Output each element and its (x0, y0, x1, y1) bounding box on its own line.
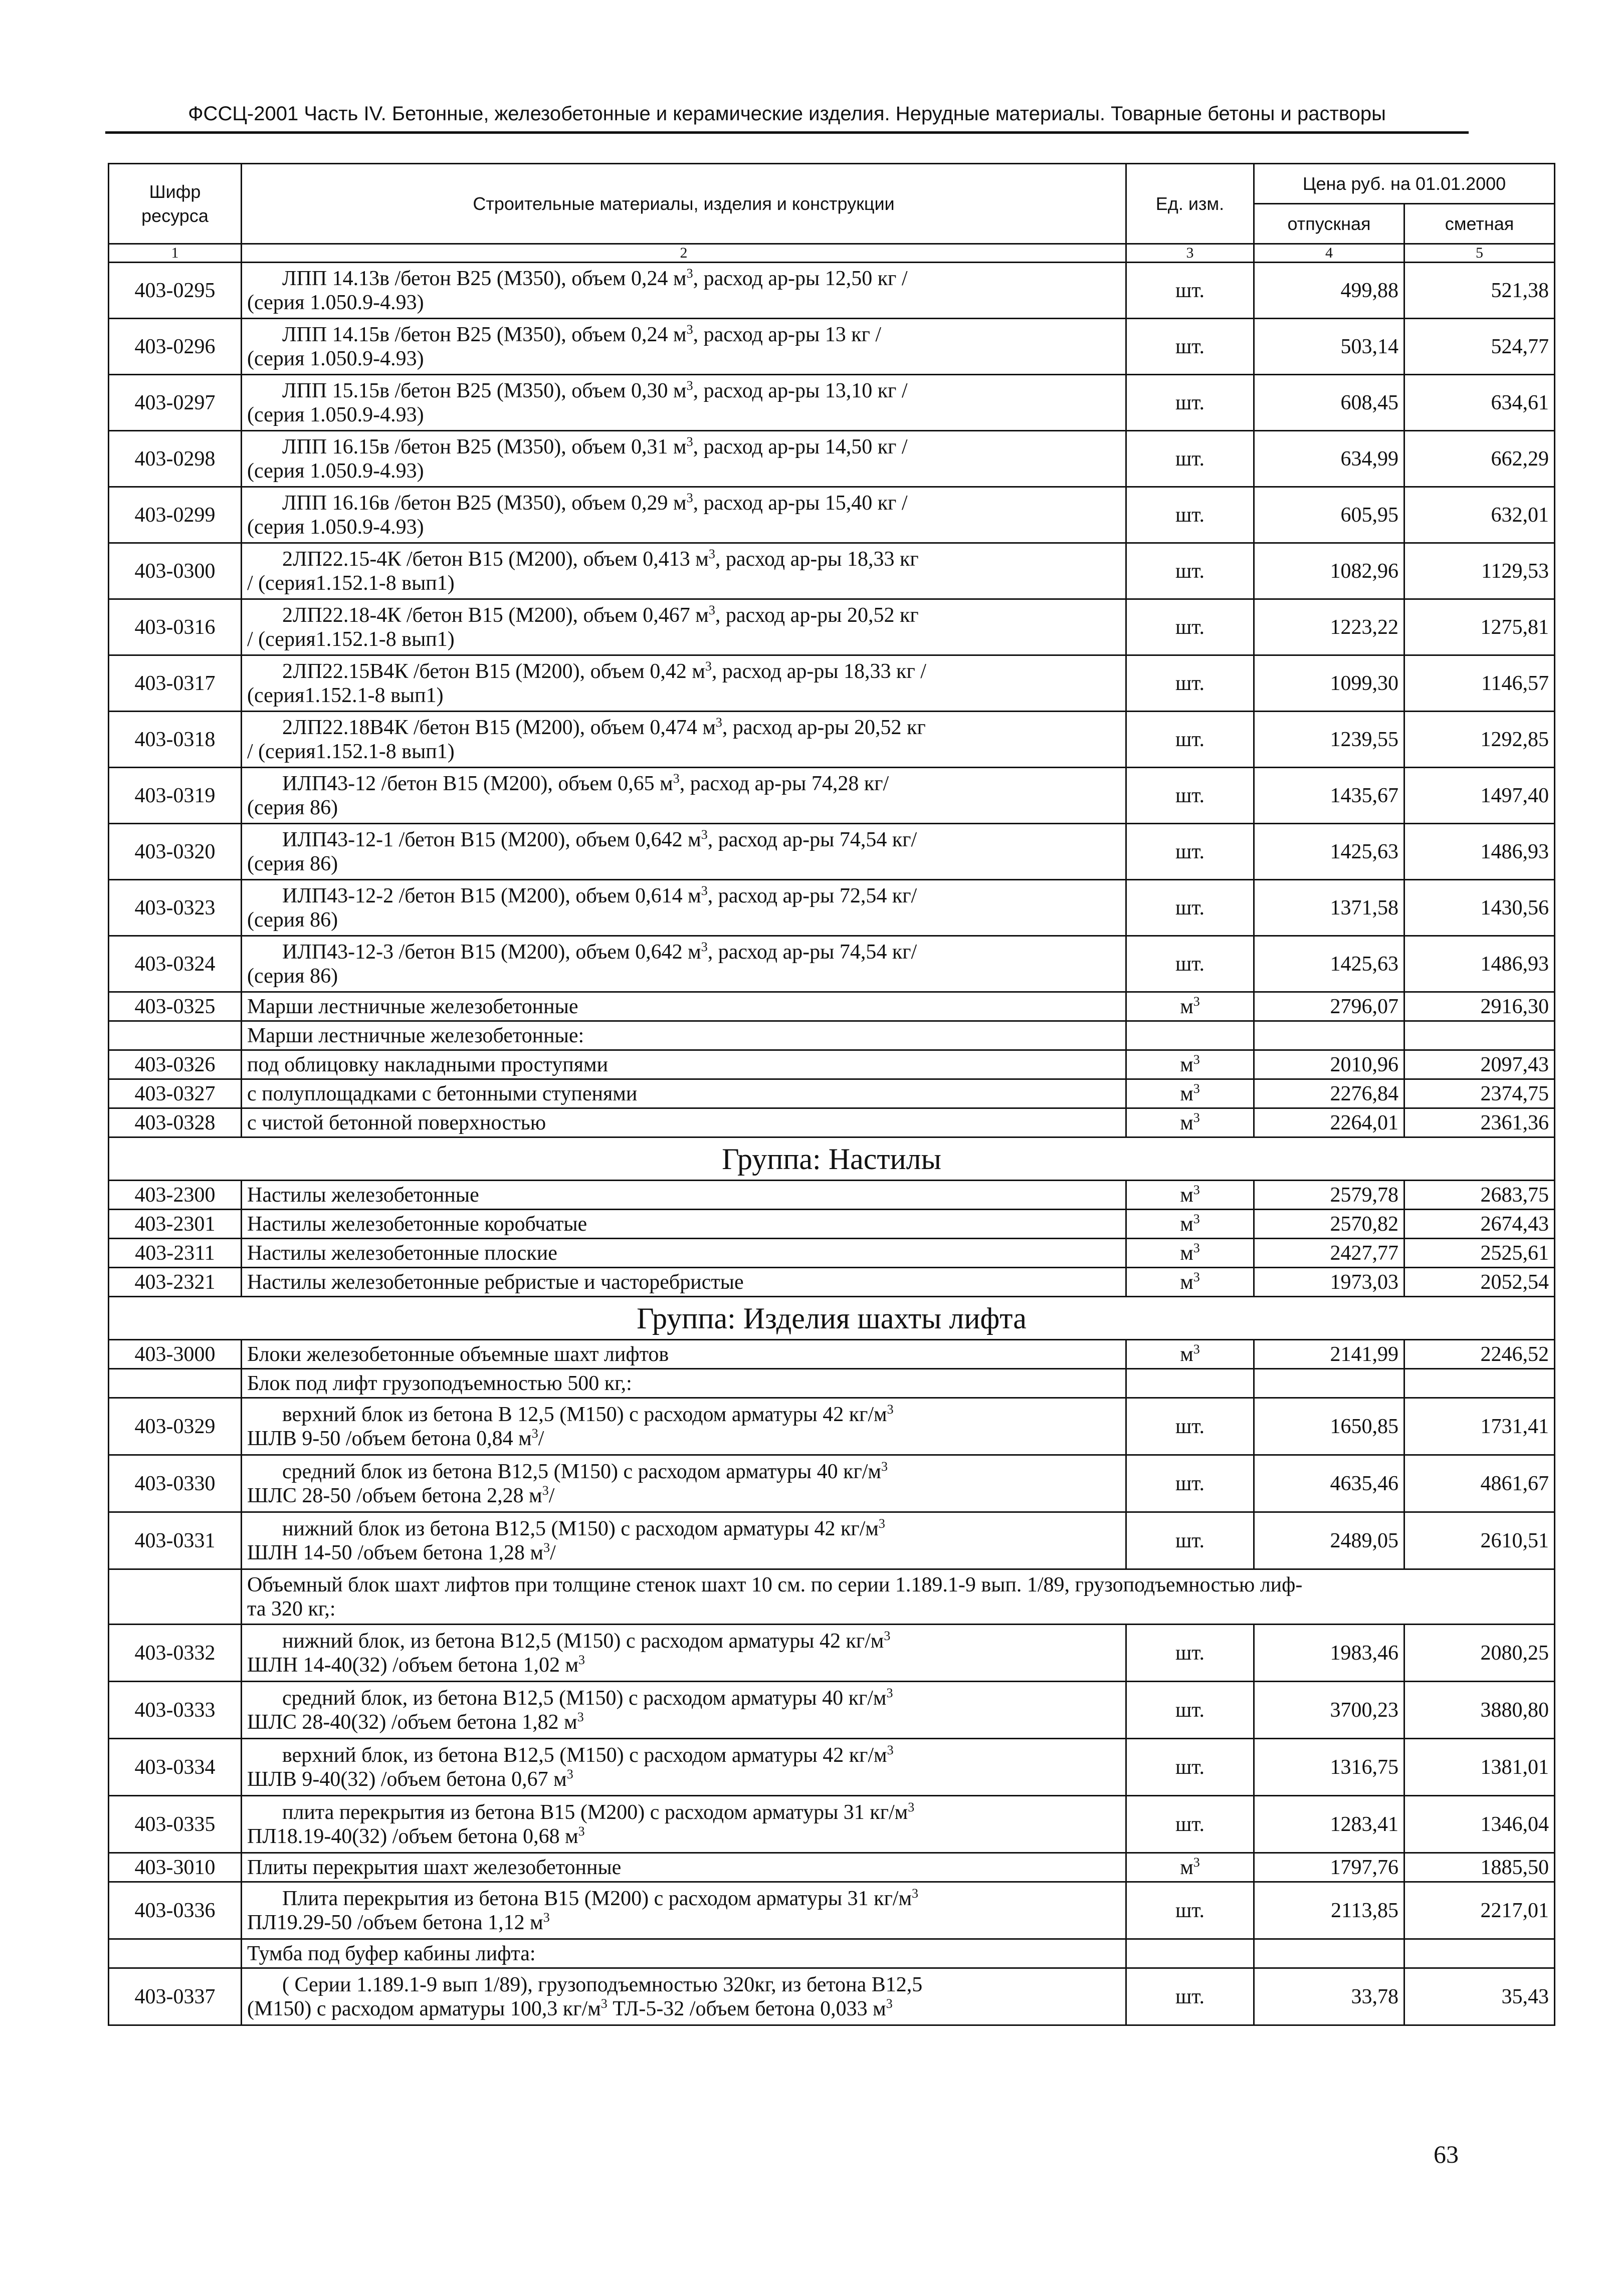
description-line-2: (серия 1.050.9-4.93) (247, 403, 424, 426)
table-row (109, 1398, 1555, 1455)
release-price: 1239,55 (1254, 712, 1404, 768)
description-line-1: верхний блок, из бетона В12,5 (М150) с расходом арматуры 42 $кг/м^3$ (282, 1742, 894, 1767)
column-number: 4 (1254, 244, 1404, 263)
description-line-1: ЛПП 14.15в /бетон В25 (М350), объем 0,24 $м^3$, расход ар-ры 13 кг / (282, 322, 881, 346)
item-description (242, 1968, 1126, 2025)
table-row (109, 1079, 1555, 1108)
table-row (109, 655, 1555, 712)
price-table (108, 163, 1555, 2026)
unit: шт. (1126, 543, 1254, 599)
empty-cell (1126, 1021, 1254, 1050)
resource-code: 403-2321 (109, 1268, 242, 1297)
unit: шт. (1126, 712, 1254, 768)
release-price: 2427,77 (1254, 1239, 1404, 1268)
release-price: 1283,41 (1254, 1796, 1404, 1853)
empty-cell (109, 1569, 242, 1625)
estimate-price: 662,29 (1404, 431, 1555, 487)
unit: шт. (1126, 487, 1254, 543)
table-row (109, 880, 1555, 936)
release-price: 2489,05 (1254, 1512, 1404, 1569)
release-price: 1650,85 (1254, 1398, 1404, 1455)
table-row (109, 1882, 1555, 1939)
resource-code: 403-0317 (109, 655, 242, 712)
table-row (109, 1796, 1555, 1853)
resource-code: 403-3010 (109, 1853, 242, 1882)
empty-cell (1126, 1369, 1254, 1398)
table-row (109, 1512, 1555, 1569)
resource-code: 403-0299 (109, 487, 242, 543)
description-line-1: 2ЛП22.18-4К /бетон В15 (М200), объем 0,467 $м^3$, расход ар-ры 20,52 кг (282, 602, 919, 627)
estimate-price: 632,01 (1404, 487, 1555, 543)
item-description (242, 543, 1126, 599)
item-description (242, 1739, 1126, 1796)
resource-code: 403-0327 (109, 1079, 242, 1108)
table-row (109, 1739, 1555, 1796)
unit: $м^3$ (1126, 1239, 1254, 1268)
resource-code: 403-0295 (109, 263, 242, 319)
description-line-1: ЛПП 16.15в /бетон В25 (М350), объем 0,31 $м^3$, расход ар-ры 14,50 кг / (282, 434, 908, 458)
unit: шт. (1126, 880, 1254, 936)
release-price: 2141,99 (1254, 1340, 1404, 1369)
unit: $м^3$ (1126, 1853, 1254, 1882)
release-price: 2264,01 (1254, 1108, 1404, 1137)
unit: шт. (1126, 1398, 1254, 1455)
release-price: 1973,03 (1254, 1268, 1404, 1297)
release-price: 2579,78 (1254, 1181, 1404, 1210)
item-description (242, 1625, 1126, 1682)
release-price: 634,99 (1254, 431, 1404, 487)
item-description (242, 319, 1126, 375)
item-description (242, 1512, 1126, 1569)
table-row (109, 487, 1555, 543)
item-description: Плиты перекрытия шахт железобетонные (242, 1853, 1126, 1882)
release-price: 1425,63 (1254, 824, 1404, 880)
unit: $м^3$ (1126, 1340, 1254, 1369)
description-line-2: ШЛВ 9-50 /объем бетона 0,84 $м^3/$ (247, 1426, 544, 1450)
column-number: 2 (242, 244, 1126, 263)
subheader-text: Марши лестничные железобетонные: (242, 1021, 1126, 1050)
estimate-price: 521,38 (1404, 263, 1555, 319)
item-description: Настилы железобетонные ребристые и часторебристые (242, 1268, 1126, 1297)
description-line-2: ШЛС 28-50 /объем бетона 2,28 $м^3/$ (247, 1483, 555, 1507)
table-row (109, 375, 1555, 431)
item-description: под облицовку накладными проступями (242, 1050, 1126, 1079)
table-row (109, 1050, 1555, 1079)
unit: $м^3$ (1126, 1268, 1254, 1297)
description-line-2: (серия 86) (247, 908, 338, 932)
description-line-2: (серия 86) (247, 964, 338, 988)
table-row (109, 712, 1555, 768)
release-price: 1371,58 (1254, 880, 1404, 936)
estimate-price: 1292,85 (1404, 712, 1555, 768)
group-row (109, 1137, 1555, 1181)
description-line-1: нижний блок, из бетона В12,5 (М150) с расходом арматуры 42 $кг/м^3$ (282, 1628, 891, 1653)
resource-code: 403-0297 (109, 375, 242, 431)
release-price: 503,14 (1254, 319, 1404, 375)
item-description (242, 936, 1126, 992)
column-number: 3 (1126, 244, 1254, 263)
description-line-1: 2ЛП22.15-4К /бетон В15 (М200), объем 0,413 $м^3$, расход ар-ры 18,33 кг (282, 546, 919, 571)
description-line-1: ИЛП43-12-3 /бетон В15 (М200), объем 0,642 $м^3$, расход ар-ры 74,54 кг/ (282, 939, 917, 964)
table-row (109, 992, 1555, 1021)
group-title: Группа: Изделия шахты лифта (109, 1297, 1555, 1340)
unit: шт. (1126, 824, 1254, 880)
group-row (109, 1297, 1555, 1340)
unit: $м^3$ (1126, 1181, 1254, 1210)
estimate-price: 2674,43 (1404, 1210, 1555, 1239)
table-row (109, 1268, 1555, 1297)
description-line-2: / (серия1.152.1-8 вып1) (247, 627, 455, 651)
description-line-2: ПЛ18.19-40(32) /объем бетона 0,68 $м^3$ (247, 1823, 585, 1848)
column-number: 5 (1404, 244, 1555, 263)
item-description (242, 1682, 1126, 1739)
unit: шт. (1126, 319, 1254, 375)
unit: шт. (1126, 263, 1254, 319)
resource-code: 403-0296 (109, 319, 242, 375)
table-row (109, 319, 1555, 375)
description-line-2: ШЛН 14-40(32) /объем бетона 1,02 $м^3$ (247, 1652, 585, 1677)
item-description (242, 655, 1126, 712)
estimate-price: 2080,25 (1404, 1625, 1555, 1682)
table-row (109, 599, 1555, 655)
description-line-1: ИЛП43-12-1 /бетон В15 (М200), объем 0,642 $м^3$, расход ар-ры 74,54 кг/ (282, 827, 917, 851)
estimate-price: 1486,93 (1404, 936, 1555, 992)
estimate-price: 2097,43 (1404, 1050, 1555, 1079)
item-description: с полуплощадками с бетонными ступенями (242, 1079, 1126, 1108)
unit: шт. (1126, 431, 1254, 487)
resource-code: 403-0334 (109, 1739, 242, 1796)
unit: $м^3$ (1126, 1050, 1254, 1079)
release-price: 608,45 (1254, 375, 1404, 431)
subheader-text: Блок под лифт грузоподъемностью 500 кг,: (242, 1369, 1126, 1398)
empty-cell (1254, 1021, 1404, 1050)
resource-code: 403-0326 (109, 1050, 242, 1079)
resource-code: 403-0318 (109, 712, 242, 768)
release-price: 33,78 (1254, 1968, 1404, 2025)
description-line-2: / (серия1.152.1-8 вып1) (247, 571, 455, 595)
release-price: 2796,07 (1254, 992, 1404, 1021)
page-number: 63 (1434, 2140, 1459, 2168)
resource-code: 403-0316 (109, 599, 242, 655)
estimate-price: 1146,57 (1404, 655, 1555, 712)
description-line-2: (серия 1.050.9-4.93) (247, 291, 424, 314)
subheader-line: та 320 кг,: (247, 1597, 336, 1621)
description-line-2: ШЛС 28-40(32) /объем бетона 1,82 $м^3$ (247, 1709, 584, 1734)
item-description: Настилы железобетонные (242, 1181, 1126, 1210)
resource-code: 403-0319 (109, 768, 242, 824)
item-description (242, 599, 1126, 655)
release-price: 1316,75 (1254, 1739, 1404, 1796)
estimate-price: 1430,56 (1404, 880, 1555, 936)
release-price: 1223,22 (1254, 599, 1404, 655)
col-header-price: Цена руб. на 01.01.2000 (1254, 164, 1555, 204)
resource-code: 403-0330 (109, 1455, 242, 1512)
description-line-2: (серия 1.050.9-4.93) (247, 347, 424, 370)
item-description (242, 375, 1126, 431)
estimate-price: 2246,52 (1404, 1340, 1555, 1369)
item-description (242, 712, 1126, 768)
unit: шт. (1126, 1739, 1254, 1796)
description-line-2: ШЛВ 9-40(32) /объем бетона 0,67 $м^3$ (247, 1766, 573, 1791)
release-price: 2010,96 (1254, 1050, 1404, 1079)
table-row (109, 768, 1555, 824)
description-line-1: нижний блок из бетона В12,5 (М150) с расходом арматуры 42 $кг/м^3$ (282, 1516, 885, 1540)
resource-code: 403-0336 (109, 1882, 242, 1939)
release-price: 3700,23 (1254, 1682, 1404, 1739)
estimate-price: 4861,67 (1404, 1455, 1555, 1512)
group-title: Группа: Настилы (109, 1137, 1555, 1181)
estimate-price: 1497,40 (1404, 768, 1555, 824)
estimate-price: 2052,54 (1404, 1268, 1555, 1297)
description-line-1: ЛПП 14.13в /бетон В25 (М350), объем 0,24 $м^3$, расход ар-ры 12,50 кг / (282, 266, 908, 290)
empty-cell (109, 1021, 242, 1050)
empty-cell (1404, 1939, 1555, 1968)
estimate-price: 3880,80 (1404, 1682, 1555, 1739)
running-title: ФССЦ-2001 Часть IV. Бетонные, железобетонные и керамические изделия. Нерудные материалы. Товарные бетоны и растворы (188, 103, 1386, 125)
unit: $м^3$ (1126, 992, 1254, 1021)
resource-code: 403-3000 (109, 1340, 242, 1369)
empty-cell (109, 1939, 242, 1968)
item-description (242, 1796, 1126, 1853)
column-numbers-row (109, 244, 1555, 263)
estimate-price: 634,61 (1404, 375, 1555, 431)
description-line-2: ПЛ19.29-50 /объем бетона 1,12 $м^3$ (247, 1910, 550, 1934)
col-header-name: Строительные материалы, изделия и конструкции (242, 164, 1126, 244)
estimate-price: 1486,93 (1404, 824, 1555, 880)
subheader-line: Объемный блок шахт лифтов при толщине стенок шахт 10 см. по серии 1.189.1-9 вып. 1/89, грузоподъемностью лиф- (247, 1573, 1303, 1596)
unit: шт. (1126, 1682, 1254, 1739)
release-price: 499,88 (1254, 263, 1404, 319)
description-line-1: плита перекрытия из бетона В15 (М200) с расходом арматуры 31 $кг/м^3$ (282, 1799, 915, 1824)
estimate-price: 2217,01 (1404, 1882, 1555, 1939)
unit: шт. (1126, 655, 1254, 712)
description-line-2: (серия 86) (247, 796, 338, 819)
item-description (242, 824, 1126, 880)
description-line-2: (серия 1.050.9-4.93) (247, 459, 424, 483)
item-description (242, 1455, 1126, 1512)
table-row (109, 543, 1555, 599)
estimate-price: 1731,41 (1404, 1398, 1555, 1455)
subheader-text: Тумба под буфер кабины лифта: (242, 1939, 1126, 1968)
estimate-price: 2374,75 (1404, 1079, 1555, 1108)
unit: шт. (1126, 1968, 1254, 2025)
item-description: Блоки железобетонные объемные шахт лифтов (242, 1340, 1126, 1369)
item-description: Марши лестничные железобетонные (242, 992, 1126, 1021)
empty-cell (109, 1369, 242, 1398)
description-line-1: средний блок из бетона В12,5 (М150) с расходом арматуры 40 $кг/м^3$ (282, 1459, 888, 1483)
release-price: 1425,63 (1254, 936, 1404, 992)
description-line-2: (серия 1.050.9-4.93) (247, 515, 424, 539)
resource-code: 403-0323 (109, 880, 242, 936)
description-line-2: (серия 86) (247, 852, 338, 875)
item-description: с чистой бетонной поверхностью (242, 1108, 1126, 1137)
column-number: 1 (109, 244, 242, 263)
item-description: Настилы железобетонные коробчатые (242, 1210, 1126, 1239)
empty-cell (1126, 1939, 1254, 1968)
resource-code: 403-0325 (109, 992, 242, 1021)
table-row (109, 1181, 1555, 1210)
unit: шт. (1126, 599, 1254, 655)
estimate-price: 524,77 (1404, 319, 1555, 375)
empty-cell (1404, 1021, 1555, 1050)
col-header-release: отпускная (1254, 204, 1404, 244)
description-line-1: 2ЛП22.15В4К /бетон В15 (М200), объем 0,42 $м^3$, расход ар-ры 18,33 кг / (282, 658, 926, 683)
resource-code: 403-0332 (109, 1625, 242, 1682)
description-line-2: (серия1.152.1-8 вып1) (247, 683, 444, 707)
resource-code: 403-0320 (109, 824, 242, 880)
release-price: 605,95 (1254, 487, 1404, 543)
table-row (109, 263, 1555, 319)
table-row (109, 1108, 1555, 1137)
unit: $м^3$ (1126, 1108, 1254, 1137)
release-price: 1797,76 (1254, 1853, 1404, 1882)
subheader-row (109, 1939, 1555, 1968)
estimate-price: 2916,30 (1404, 992, 1555, 1021)
resource-code: 403-2311 (109, 1239, 242, 1268)
col-header-estimate: сметная (1404, 204, 1555, 244)
unit: шт. (1126, 1512, 1254, 1569)
release-price: 1099,30 (1254, 655, 1404, 712)
table-row (109, 1682, 1555, 1739)
item-description: Настилы железобетонные плоские (242, 1239, 1126, 1268)
resource-code: 403-0298 (109, 431, 242, 487)
resource-code: 403-2300 (109, 1181, 242, 1210)
resource-code: 403-0328 (109, 1108, 242, 1137)
release-price: 1082,96 (1254, 543, 1404, 599)
header-rule (105, 131, 1469, 134)
unit: шт. (1126, 1796, 1254, 1853)
empty-cell (1254, 1369, 1404, 1398)
release-price: 2276,84 (1254, 1079, 1404, 1108)
item-description (242, 487, 1126, 543)
resource-code: 403-0324 (109, 936, 242, 992)
description-line-2: ШЛН 14-50 /объем бетона 1,28 $м^3/$ (247, 1540, 556, 1564)
description-line-1: 2ЛП22.18В4К /бетон В15 (М200), объем 0,474 $м^3$, расход ар-ры 20,52 кг (282, 715, 926, 739)
unit: шт. (1126, 768, 1254, 824)
release-price: 2113,85 (1254, 1882, 1404, 1939)
release-price: 1435,67 (1254, 768, 1404, 824)
col-header-code: Шифр ресурса (109, 164, 242, 244)
item-description (242, 1882, 1126, 1939)
description-line-1: ЛПП 16.16в /бетон В25 (М350), объем 0,29 $м^3$, расход ар-ры 15,40 кг / (282, 490, 908, 515)
item-description (242, 1398, 1126, 1455)
resource-code: 403-0300 (109, 543, 242, 599)
item-description (242, 431, 1126, 487)
table-row (109, 1340, 1555, 1369)
empty-cell (1404, 1369, 1555, 1398)
estimate-price: 1275,81 (1404, 599, 1555, 655)
resource-code: 403-0333 (109, 1682, 242, 1739)
description-line-1: Плита перекрытия из бетона В15 (М200) с расходом арматуры 31 $кг/м^3$ (282, 1886, 919, 1910)
estimate-price: 1346,04 (1404, 1796, 1555, 1853)
empty-cell (1254, 1939, 1404, 1968)
description-line-2: / (серия1.152.1-8 вып1) (247, 740, 455, 763)
table-row (109, 1625, 1555, 1682)
table-row (109, 1853, 1555, 1882)
estimate-price: 2525,61 (1404, 1239, 1555, 1268)
unit: шт. (1126, 1455, 1254, 1512)
unit: шт. (1126, 375, 1254, 431)
unit: $м^3$ (1126, 1210, 1254, 1239)
table-row (109, 1455, 1555, 1512)
release-price: 2570,82 (1254, 1210, 1404, 1239)
resource-code: 403-0329 (109, 1398, 242, 1455)
estimate-price: 1381,01 (1404, 1739, 1555, 1796)
resource-code: 403-2301 (109, 1210, 242, 1239)
item-description (242, 768, 1126, 824)
subheader-row (109, 1369, 1555, 1398)
estimate-price: 1129,53 (1404, 543, 1555, 599)
description-line-1: ИЛП43-12-2 /бетон В15 (М200), объем 0,614 $м^3$, расход ар-ры 72,54 кг/ (282, 883, 917, 907)
item-description (242, 880, 1126, 936)
resource-code: 403-0337 (109, 1968, 242, 2025)
description-line-1: верхний блок из бетона В 12,5 (М150) с расходом арматуры 42 $кг/м^3$ (282, 1402, 894, 1426)
estimate-price: 2683,75 (1404, 1181, 1555, 1210)
description-line-1: ( Серии 1.189.1-9 вып 1/89), грузоподъемностью 320кг, из бетона В12,5 (282, 1973, 923, 1996)
table-row (109, 936, 1555, 992)
table-row (109, 1210, 1555, 1239)
release-price: 1983,46 (1254, 1625, 1404, 1682)
item-description (242, 263, 1126, 319)
subheader-row (109, 1569, 1555, 1625)
resource-code: 403-0331 (109, 1512, 242, 1569)
resource-code: 403-0335 (109, 1796, 242, 1853)
description-line-1: средний блок, из бетона В12,5 (М150) с расходом арматуры 40 $кг/м^3$ (282, 1685, 893, 1710)
table-row (109, 431, 1555, 487)
estimate-price: 2610,51 (1404, 1512, 1555, 1569)
unit: шт. (1126, 1625, 1254, 1682)
subheader-text (242, 1569, 1555, 1625)
unit: шт. (1126, 1882, 1254, 1939)
estimate-price: 1885,50 (1404, 1853, 1555, 1882)
col-header-unit: Ед. изм. (1126, 164, 1254, 244)
table-row (109, 1239, 1555, 1268)
table-row (109, 1968, 1555, 2025)
description-line-2: (М150) с расходом арматуры 100,3 $кг/м^3$ ТЛ-5-32 /объем бетона 0,033 $м^3$ (247, 1996, 893, 2020)
release-price: 4635,46 (1254, 1455, 1404, 1512)
estimate-price: 35,43 (1404, 1968, 1555, 2025)
table-row (109, 824, 1555, 880)
unit: шт. (1126, 936, 1254, 992)
subheader-row (109, 1021, 1555, 1050)
description-line-1: ЛПП 15.15в /бетон В25 (М350), объем 0,30 $м^3$, расход ар-ры 13,10 кг / (282, 378, 908, 402)
unit: $м^3$ (1126, 1079, 1254, 1108)
description-line-1: ИЛП43-12 /бетон В15 (М200), объем 0,65 $м^3$, расход ар-ры 74,28 кг/ (282, 771, 889, 795)
estimate-price: 2361,36 (1404, 1108, 1555, 1137)
